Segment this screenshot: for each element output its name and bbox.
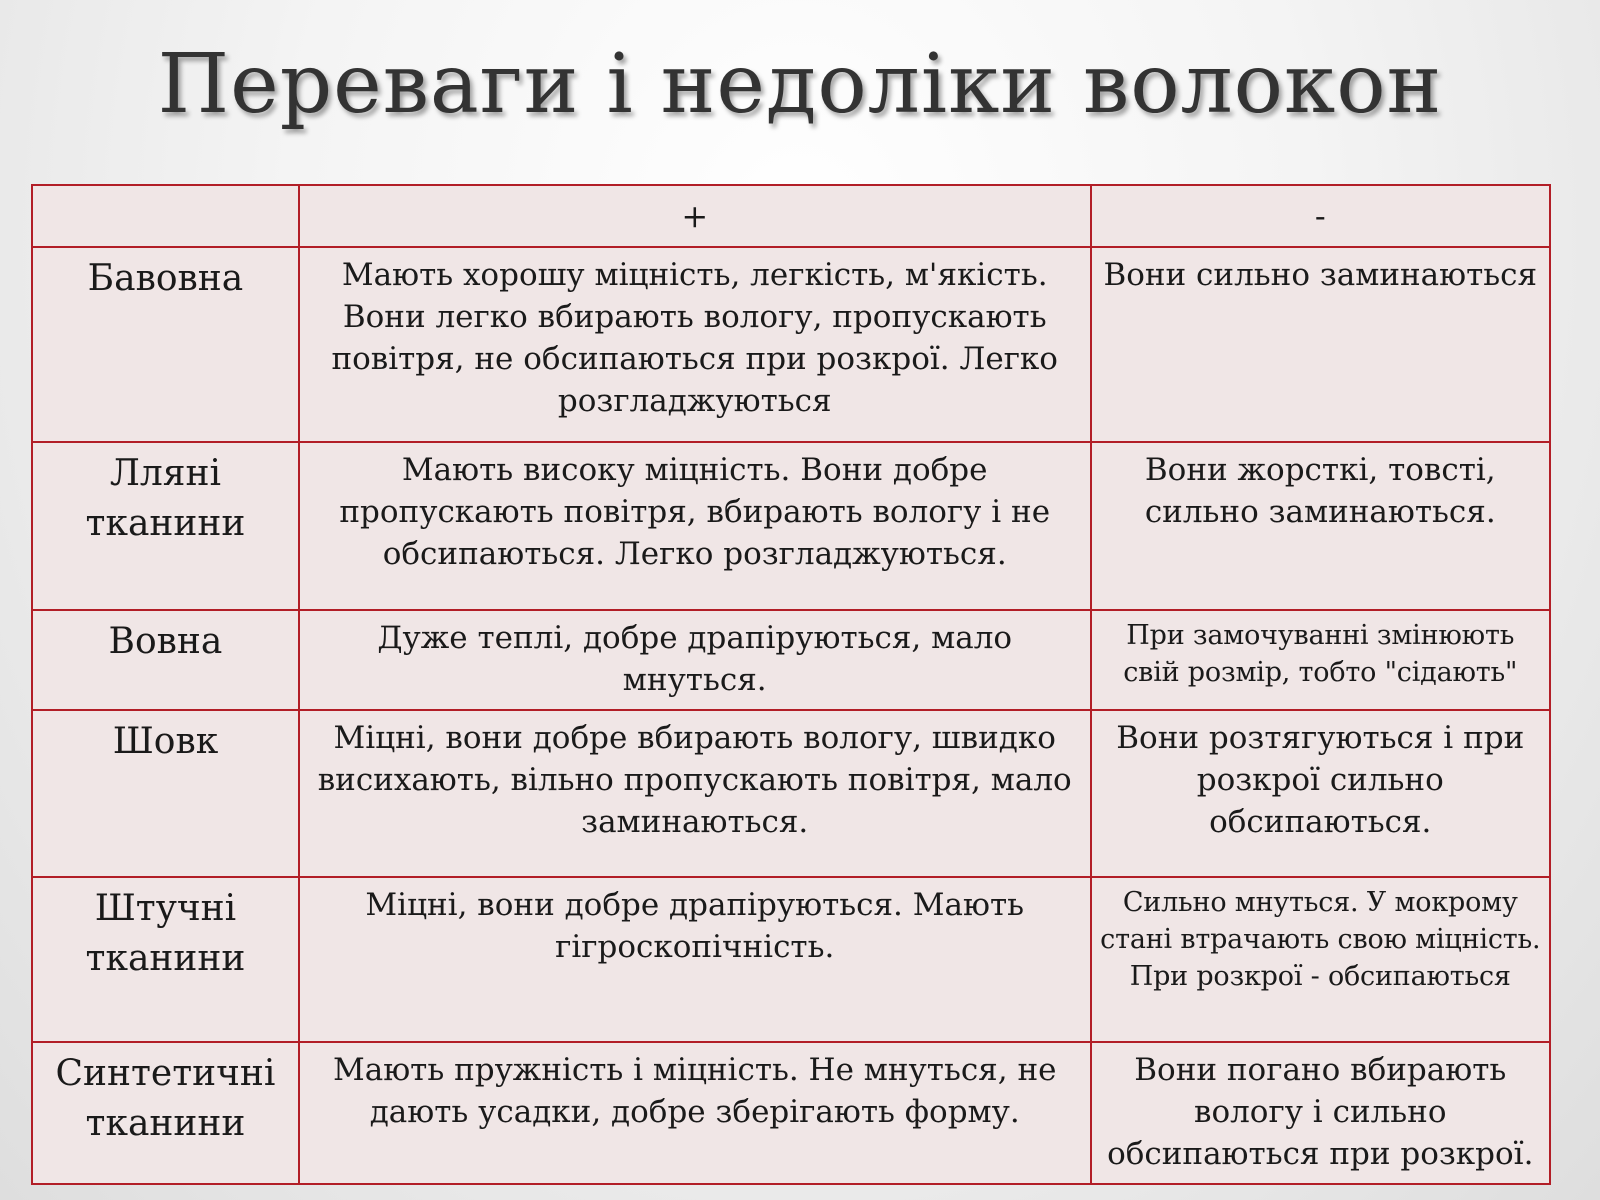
pros-cell: Мають хорошу міцність, легкість, м'якість. Вони легко вбирають вологу, пропускають повітря, не обсипаються при розкрої. Легко розгладжуються (299, 247, 1091, 442)
fiber-name-cell: Синтетичні тканини (32, 1042, 299, 1184)
fiber-name-cell: Шовк (32, 710, 299, 877)
slide-title: Переваги і недоліки волокон (157, 37, 1443, 132)
pros-cell: Мають високу міцність. Вони добре пропускають повітря, вбирають вологу і не обсипаються. Легко розгладжуються. (299, 442, 1091, 610)
cons-cell: Вони погано вбирають вологу і сильно обсипаються при розкрої. (1091, 1042, 1550, 1184)
fibers-comparison-table (31, 184, 1551, 1185)
table-header-row (32, 185, 1550, 247)
table-row (32, 1042, 1550, 1184)
table-row (32, 877, 1550, 1042)
cons-cell: Сильно мнуться. У мокрому стані втрачають свою міцність. При розкрої - обсипаються (1091, 877, 1550, 1042)
cons-cell: При замочуванні змінюють свій розмір, тобто "сідають" (1091, 610, 1550, 710)
header-cell-cons: - (1091, 185, 1550, 247)
pros-cell: Дуже теплі, добре драпіруються, мало мнуться. (299, 610, 1091, 710)
fiber-name-cell: Бавовна (32, 247, 299, 442)
cons-cell: Вони сильно заминаються (1091, 247, 1550, 442)
header-cell-empty (32, 185, 299, 247)
fiber-name-cell: Лляні тканини (32, 442, 299, 610)
pros-cell: Міцні, вони добре вбирають вологу, швидко висихають, вільно пропускають повітря, мало заминаються. (299, 710, 1091, 877)
pros-cell: Мають пружність і міцність. Не мнуться, не дають усадки, добре зберігають форму. (299, 1042, 1091, 1184)
table-row (32, 710, 1550, 877)
cons-cell: Вони розтягуються і при розкрої сильно обсипаються. (1091, 710, 1550, 877)
table-row (32, 442, 1550, 610)
pros-cell: Міцні, вони добре драпіруються. Мають гігроскопічність. (299, 877, 1091, 1042)
cons-cell: Вони жорсткі, товсті, сильно заминаються. (1091, 442, 1550, 610)
header-cell-pros: + (299, 185, 1091, 247)
fiber-name-cell: Вовна (32, 610, 299, 710)
table-row (32, 610, 1550, 710)
fiber-name-cell: Штучні тканини (32, 877, 299, 1042)
table-row (32, 247, 1550, 442)
